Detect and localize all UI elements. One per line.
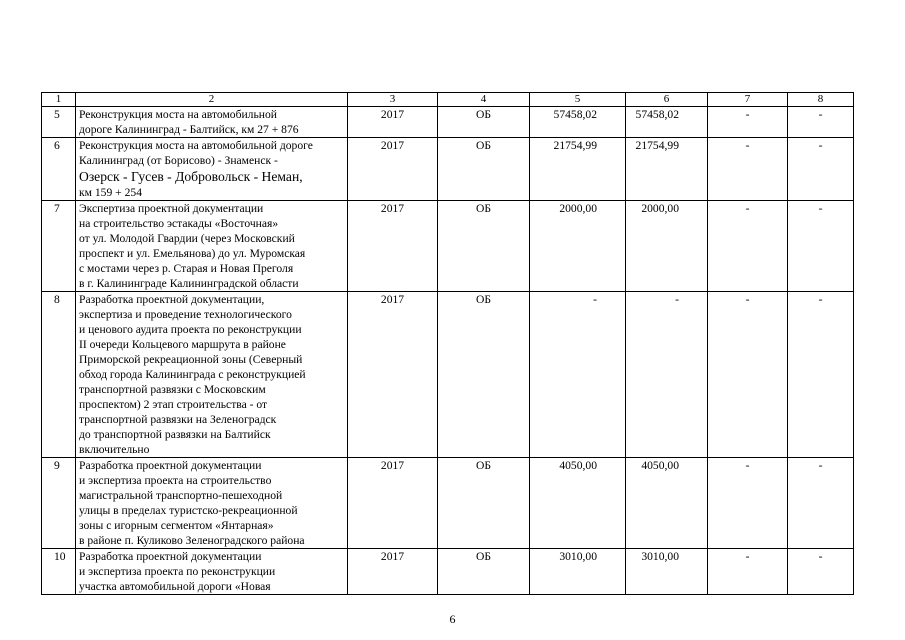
row-funding-source: ОБ [438,201,530,292]
description-line: до транспортной развязки на Балтийск [79,428,271,441]
row-value-col5: 2000,00 [530,201,626,292]
description-line: Разработка проектной документации [79,550,262,563]
row-value-col8: - [788,107,854,138]
row-year: 2017 [348,107,438,138]
row-value-col6: 2000,00 [626,201,708,292]
description-line: в районе п. Куликово Зеленоградского района [79,534,305,547]
description-line: Приморской рекреационной зоны (Северный [79,353,303,366]
description-line: и экспертиза проекта по реконструкции [79,565,276,578]
description-line: участка автомобильной дороги «Новая [79,580,271,593]
header-cell-7: 7 [708,93,788,107]
header-cell-4: 4 [438,93,530,107]
description-line: обход города Калининграда с реконструкцией [79,368,306,381]
row-year: 2017 [348,201,438,292]
table-row [42,458,854,549]
page-number: 6 [449,612,456,626]
row-value-col7: - [708,138,788,201]
description-line: Озерск - Гусев - Добровольск - Неман, [79,169,303,184]
row-description [76,458,348,549]
description-line: зоны с игорным сегментом «Янтарная» [79,519,274,532]
row-value-col7: - [708,107,788,138]
row-value-col8: - [788,549,854,595]
row-value-col5: 21754,99 [530,138,626,201]
row-value-col7: - [708,201,788,292]
description-line: Разработка проектной документации [79,459,262,472]
description-line: Калининград (от Борисово) - Знаменск - [79,154,278,167]
description-line: магистральной транспортно-пешеходной [79,489,283,502]
table-header-row [42,93,854,107]
row-value-col6: 21754,99 [626,138,708,201]
row-year: 2017 [348,292,438,458]
description-line: транспортной развязки с Московским [79,383,266,396]
row-value-col7: - [708,549,788,595]
row-funding-source: ОБ [438,292,530,458]
row-value-col7: - [708,292,788,458]
row-number: 7 [42,201,76,292]
row-value-col6: - [626,292,708,458]
header-cell-3: 3 [348,93,438,107]
table-row [42,292,854,458]
row-number: 10 [42,549,76,595]
row-number: 9 [42,458,76,549]
row-description [76,292,348,458]
description-line: км 159 + 254 [79,186,142,199]
row-value-col8: - [788,458,854,549]
row-value-col6: 57458,02 [626,107,708,138]
description-line: с мостами через р. Старая и Новая Преголя [79,262,294,275]
description-line: улицы в пределах туристско-рекреационной [79,504,298,517]
row-value-col5: 3010,00 [530,549,626,595]
row-value-col5: - [530,292,626,458]
row-value-col6: 4050,00 [626,458,708,549]
table-row [42,107,854,138]
header-cell-8: 8 [788,93,854,107]
description-line: экспертиза и проведение технологического [79,308,292,321]
row-year: 2017 [348,138,438,201]
header-cell-6: 6 [626,93,708,107]
row-description [76,138,348,201]
description-line: от ул. Молодой Гвардии (через Московский [79,232,295,245]
description-line: и ценового аудита проекта по реконструкции [79,323,302,336]
row-year: 2017 [348,458,438,549]
table-row [42,549,854,595]
header-cell-1: 1 [42,93,76,107]
row-value-col8: - [788,292,854,458]
row-value-col6: 3010,00 [626,549,708,595]
description-line: Разработка проектной документации, [79,293,265,306]
header-cell-2: 2 [76,93,348,107]
description-line: проспект и ул. Емельянова) до ул. Муромская [79,247,306,260]
header-cell-5: 5 [530,93,626,107]
description-line: дороге Калининград - Балтийск, км 27 + 876 [79,123,299,136]
row-value-col5: 4050,00 [530,458,626,549]
description-line: и экспертиза проекта на строительство [79,474,272,487]
budget-table [41,92,854,595]
description-line: проспектом) 2 этап строительства - от [79,398,268,411]
description-line: в г. Калининграде Калининградской области [79,277,299,290]
row-number: 8 [42,292,76,458]
table-body [42,93,854,595]
row-year: 2017 [348,549,438,595]
row-value-col8: - [788,138,854,201]
description-line: Экспертиза проектной документации [79,202,264,215]
row-funding-source: ОБ [438,107,530,138]
row-description [76,201,348,292]
table-row [42,138,854,201]
row-value-col8: - [788,201,854,292]
description-line: Реконструкция моста на автомобильной [79,108,277,121]
row-value-col7: - [708,458,788,549]
description-line: II очереди Кольцевого маршрута в районе [79,338,286,351]
row-number: 6 [42,138,76,201]
description-line: включительно [79,443,150,456]
row-description [76,107,348,138]
row-value-col5: 57458,02 [530,107,626,138]
row-description [76,549,348,595]
description-line: транспортной развязки на Зеленоградск [79,413,277,426]
row-number: 5 [42,107,76,138]
description-line: Реконструкция моста на автомобильной дороге [79,139,313,152]
table-row [42,201,854,292]
description-line: на строительство эстакады «Восточная» [79,217,279,230]
row-funding-source: ОБ [438,549,530,595]
row-funding-source: ОБ [438,138,530,201]
row-funding-source: ОБ [438,458,530,549]
